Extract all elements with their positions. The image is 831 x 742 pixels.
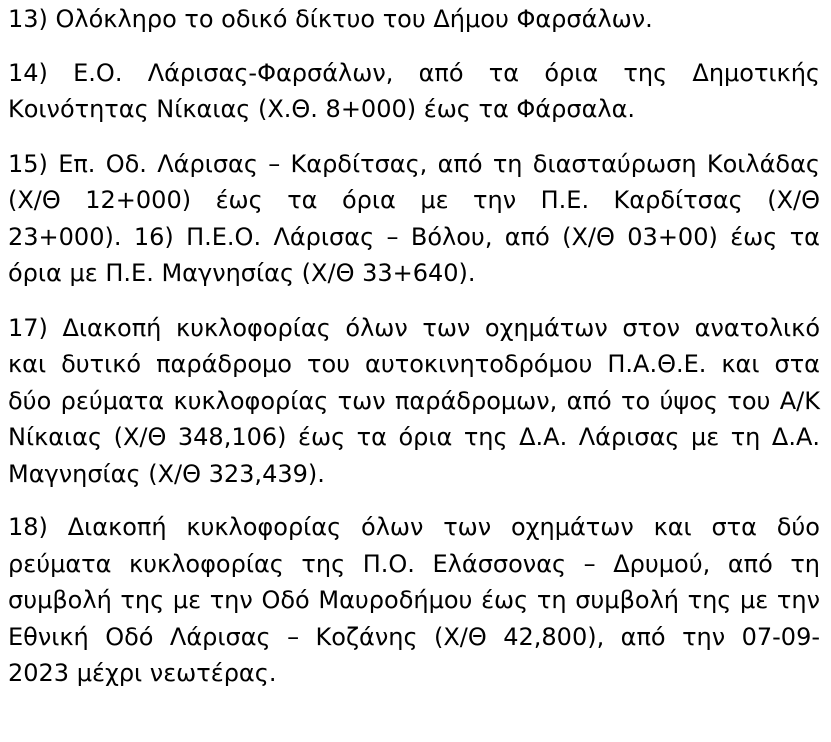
paragraph-18-line-1: 18) Διακοπή κυκλοφορίας όλων των οχημάτων και στα δύο (8, 513, 820, 541)
paragraph-14-line-1: 14) Ε.Ο. Λάρισας-Φαρσάλων, από τα όρια της Δημοτικής (8, 58, 820, 87)
paragraph-13 (8, 1, 820, 38)
paragraph-18-line-5: 2023 μέχρι νεωτέρας. (8, 659, 277, 687)
paragraph-13-line-1: 13) Ολόκληρο το οδικό δίκτυο του Δήμου Φαρσάλων. (8, 5, 653, 33)
paragraph-14-line-2: Κοινότητας Νίκαιας (Χ.Θ. 8+000) έως τα Φάρσαλα. (8, 95, 636, 123)
paragraph-17-line-2: και δυτικό παράδρομο του αυτοκινητοδρόμου Π.Α.Θ.Ε. και στα (8, 350, 820, 378)
paragraph-15-line-3: 23+000). 16) Π.Ε.Ο. Λάρισας – Βόλου, από (Χ/Θ 03+00) έως τα (8, 222, 820, 251)
paragraph-15-line-4: όρια με Π.Ε. Μαγνησίας (Χ/Θ 33+640). (8, 259, 476, 287)
paragraph-18-line-3: συμβολή της με την Οδό Μαυροδήμου έως τη συμβολή της με την (8, 586, 820, 614)
paragraph-15-line-1: 15) Επ. Οδ. Λάρισας – Καρδίτσας, από τη διασταύρωση Κοιλάδας (8, 149, 820, 178)
paragraph-18-line-4: Εθνική Οδό Λάρισας – Κοζάνης (Χ/Θ 42,800), από την 07-09- (8, 622, 820, 651)
paragraph-17-line-3: δύο ρεύματα κυκλοφορίας των παράδρομων, από το ύψος του Α/Κ (8, 386, 820, 415)
paragraph-15-16 (8, 146, 820, 292)
paragraph-17-line-1: 17) Διακοπή κυκλοφορίας όλων των οχημάτων στον ανατολικό (8, 313, 820, 342)
paragraph-17-line-4: Νίκαιας (Χ/Θ 348,106) έως τα όρια της Δ.Α. Λάρισας με τη Δ.Α. (8, 423, 820, 451)
paragraph-18-line-2: ρεύματα κυκλοφορίας της Π.Ο. Ελάσσονας – Δρυμού, από τη (8, 549, 820, 578)
paragraph-14 (8, 55, 820, 128)
paragraph-17-line-5: Μαγνησίας (Χ/Θ 323,439). (8, 459, 325, 488)
document-body (8, 0, 820, 692)
paragraph-15-line-2: (Χ/Θ 12+000) έως τα όρια με την Π.Ε. Καρδίτσας (Χ/Θ (8, 186, 820, 214)
paragraph-18 (8, 509, 820, 692)
paragraph-17 (8, 310, 820, 493)
